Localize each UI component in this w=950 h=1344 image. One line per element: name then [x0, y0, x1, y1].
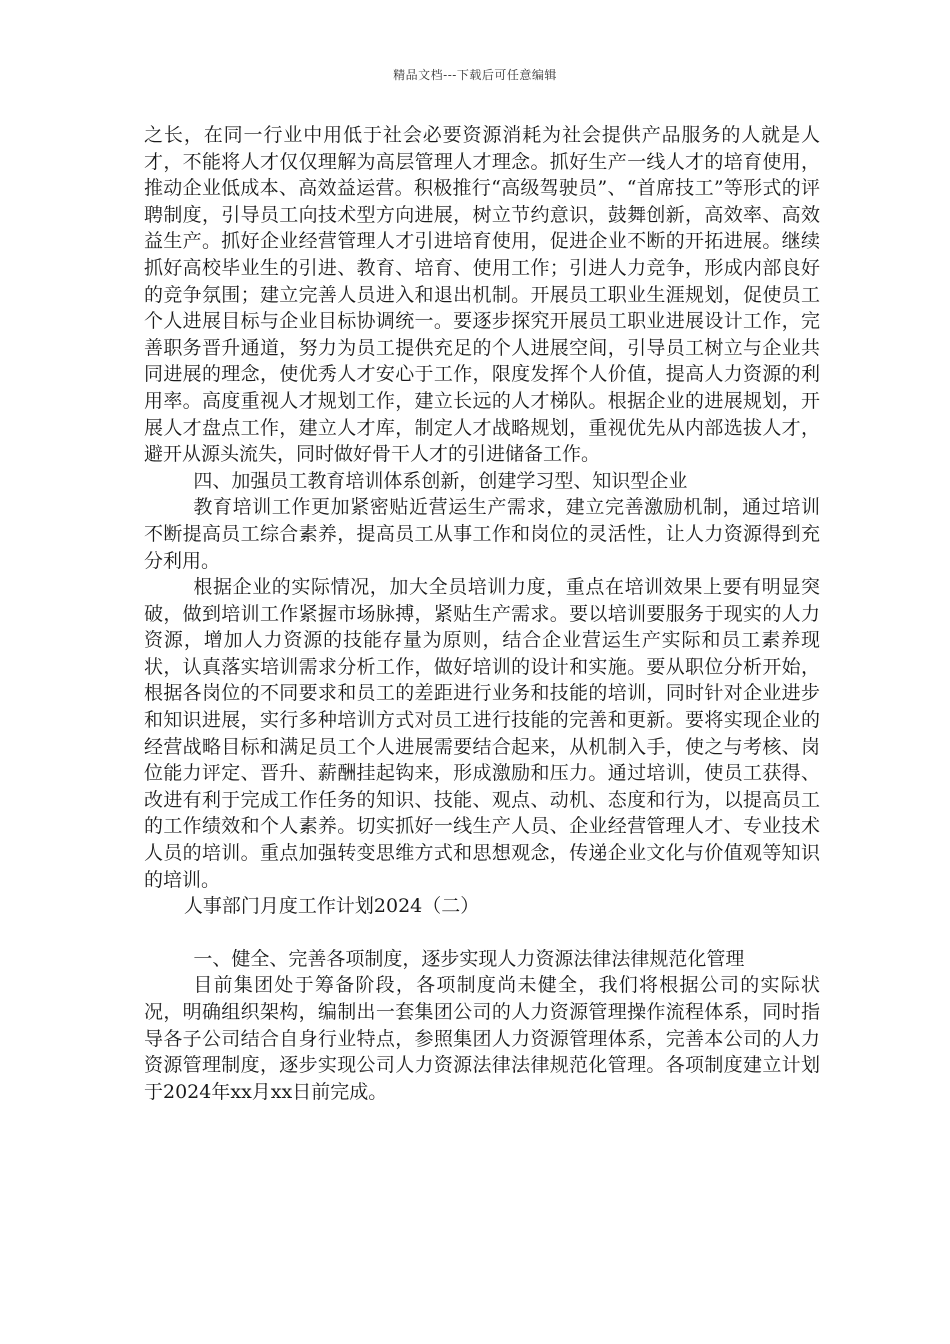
- page-header: 精品文档---下载后可任意编辑: [393, 68, 557, 82]
- paragraph-training-intro: 教育培训工作更加紧密贴近营运生产需求，建立完善激励机制，通过培训不断提高员工综合素养，提高员工从事工作和岗位的灵活性，让人力资源得到充分利用。: [144, 496, 820, 572]
- document-body: [144, 122, 820, 1105]
- paragraph-training-plan: 根据企业的实际情况，加大全员培训力度，重点在培训效果上要有明显突破，做到培训工作紧握市场脉搏，紧贴生产需求。要以培训要服务于现实的人力资源，增加人力资源的技能存量为原则，结合企业营运生产实际和员工素养现状，认真落实培训需求分析工作，做好培训的设计和实施。要从职位分析开始，根据各岗位的不同要求和员工的差距进行业务和技能的培训，同时针对企业进步和知识进展，实行多种培训方式对员工进行技能的完善和更新。要将实现企业的经营战略目标和满足员工个人进展需要结合起来，从机制入手，使之与考核、岗位能力评定、晋升、薪酬挂起钩来，形成激励和压力。通过培训，使员工获得、改进有利于完成工作任务的知识、技能、观点、动机、态度和行为，以提高员工的工作绩效和个人素养。切实抓好一线生产人员、企业经营管理人才、专业技术人员的培训。重点加强转变思维方式和思想观念，传递企业文化与价值观等知识的培训。: [144, 576, 820, 891]
- paragraph-talent-management: 之长，在同一行业中用低于社会必要资源消耗为社会提供产品服务的人就是人才，不能将人才仅仅理解为高层管理人才理念。抓好生产一线人才的培育使用，推动企业低成本、高效益运营。积极推行“高级驾驶员”、“首席技工”等形式的评聘制度，引导员工向技术型方向进展，树立节约意识，鼓舞创新，高效率、高效益生产。抓好企业经营管理人才引进培育使用，促进企业不断的开拓进展。继续抓好高校毕业生的引进、教育、培育、使用工作；引进人力竞争，形成内部良好的竞争氛围；建立完善人员进入和退出机制。开展员工职业生涯规划，促使员工个人进展目标与企业目标协调统一。要逐步探究开展员工职业进展设计工作，完善职务晋升通道，努力为员工提供充足的个人进展空间，引导员工树立与企业共同进展的理念，使优秀人才安心于工作，限度发挥个人价值，提高人力资源的利用率。高度重视人才规划工作，建立长远的人才梯队。根据企业的进展规划，开展人才盘点工作，建立人才库，制定人才战略规划，重视优先从内部选拔人才，避开从源头流失，同时做好骨干人才的引进储备工作。: [144, 124, 820, 466]
- section-heading-four: 四、加强员工教育培训体系创新，创建学习型、知识型企业: [193, 469, 688, 492]
- section-heading-one: 一、健全、完善各项制度，逐步实现人力资源法律法律规范化管理: [193, 947, 745, 970]
- blank-line: [144, 920, 820, 946]
- document-subtitle: 人事部门月度工作计划2024（二）: [183, 895, 480, 918]
- paragraph-system-plan: 目前集团处于筹备阶段，各项制度尚未健全，我们将根据公司的实际状况，明确组织架构，编制出一套集团公司的人力资源管理操作流程体系，同时指导各子公司结合自身行业特点，参照集团人力资源管理体系，完善本公司的人力资源管理制度，逐步实现公司人力资源法律法律规范化管理。各项制度建立计划于2024年xx月xx日前完成。: [144, 974, 820, 1103]
